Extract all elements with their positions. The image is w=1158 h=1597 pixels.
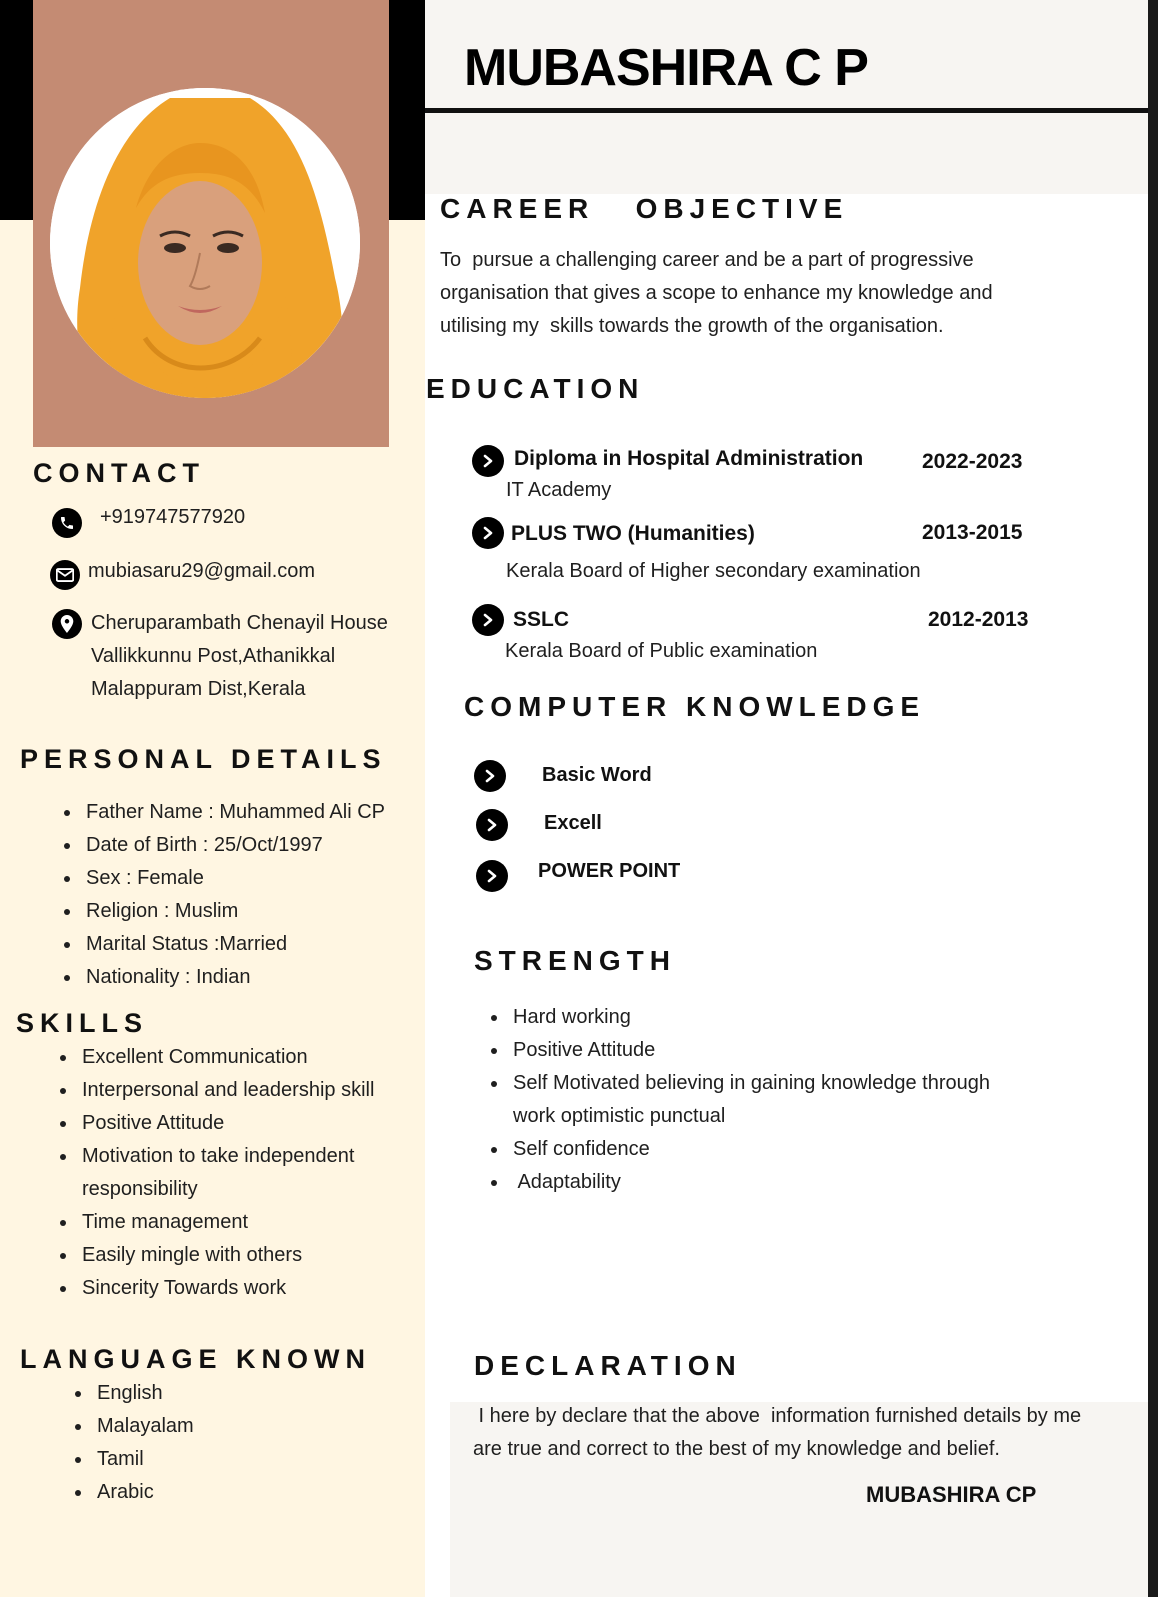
declaration-line: are true and correct to the best of my knowledge and belief.: [473, 1438, 1000, 1460]
objective-line: To pursue a challenging career and be a part of progressive: [440, 249, 974, 271]
education-year: 2022-2023: [922, 450, 1023, 473]
education-title: Diploma in Hospital Administration: [514, 447, 864, 470]
list-item: Hard working: [489, 1001, 990, 1034]
declaration-heading: DECLARATION: [474, 1350, 742, 1381]
computer-skill: POWER POINT: [538, 860, 681, 882]
strength-list: [489, 1001, 990, 1199]
computer-knowledge-heading: COMPUTER KNOWLEDGE: [464, 691, 926, 722]
page-title: MUBASHIRA C P: [464, 39, 868, 97]
list-item: Self Motivated believing in gaining knowledge through: [489, 1067, 990, 1100]
education-institution: IT Academy: [506, 479, 612, 501]
list-item: Sex : Female: [62, 862, 385, 895]
list-item: Religion : Muslim: [62, 895, 385, 928]
contact-address: [91, 607, 388, 706]
list-item: Adaptability: [489, 1166, 990, 1199]
education-year: 2013-2015: [922, 521, 1023, 544]
list-item: Marital Status :Married: [62, 928, 385, 961]
skills-heading: SKILLS: [16, 1008, 149, 1038]
declaration-text: [473, 1400, 1081, 1466]
objective-line: utilising my skills towards the growth of the organisation.: [440, 315, 944, 337]
education-institution: Kerala Board of Higher secondary examination: [506, 560, 921, 582]
personal-details-list: [62, 796, 385, 994]
chevron-right-circle-icon: [472, 445, 504, 477]
list-item: Date of Birth : 25/Oct/1997: [62, 829, 385, 862]
list-item: Father Name : Muhammed Ali CP: [62, 796, 385, 829]
education-title: SSLC: [513, 608, 570, 631]
chevron-right-circle-icon: [476, 860, 508, 892]
list-item: Interpersonal and leadership skill: [58, 1074, 374, 1107]
list-item: Excellent Communication: [58, 1041, 374, 1074]
list-item: Easily mingle with others: [58, 1239, 374, 1272]
contact-address-row: [52, 609, 388, 706]
contact-email[interactable]: mubiasaru29@gmail.com: [88, 560, 316, 582]
contact-phone[interactable]: +919747577920: [100, 506, 246, 528]
computer-skill: Excell: [544, 812, 602, 834]
skills-list: [58, 1041, 374, 1305]
personal-details-heading: PERSONAL DETAILS: [20, 744, 387, 774]
career-objective-text: [440, 244, 993, 343]
chevron-right-circle-icon: [474, 760, 506, 792]
computer-skill: Basic Word: [542, 764, 652, 786]
address-line: Vallikkunnu Post,Athanikkal: [91, 645, 336, 667]
list-item: Malayalam: [73, 1410, 194, 1443]
list-item: Motivation to take independent: [58, 1140, 374, 1173]
list-item-continued: responsibility: [82, 1178, 198, 1200]
strength-heading: STRENGTH: [474, 945, 676, 976]
list-item: Arabic: [73, 1476, 194, 1509]
list-item: Sincerity Towards work: [58, 1272, 374, 1305]
contact-email-row: [50, 560, 315, 590]
list-item: Positive Attitude: [489, 1034, 990, 1067]
portrait-illustration: [50, 88, 360, 398]
language-heading: LANGUAGE KNOWN: [20, 1344, 371, 1374]
list-item: Tamil: [73, 1443, 194, 1476]
objective-line: organisation that gives a scope to enhance my knowledge and: [440, 282, 993, 304]
education-heading: EDUCATION: [426, 373, 645, 404]
chevron-right-circle-icon: [472, 604, 504, 636]
education-institution: Kerala Board of Public examination: [505, 640, 818, 662]
phone-icon: [52, 508, 82, 538]
education-year: 2012-2013: [928, 608, 1029, 631]
envelope-icon: [50, 560, 80, 590]
location-pin-icon: [52, 609, 82, 639]
contact-heading: CONTACT: [33, 458, 205, 488]
address-line: Malappuram Dist,Kerala: [91, 678, 306, 700]
name-sub-band: [425, 113, 1148, 194]
career-objective-heading: CAREER OBJECTIVE: [440, 193, 849, 224]
address-line: Cheruparambath Chenayil House: [91, 612, 388, 634]
contact-phone-row: [52, 508, 245, 538]
list-item-continued: work optimistic punctual: [513, 1105, 726, 1127]
chevron-right-circle-icon: [472, 517, 504, 549]
list-item: English: [73, 1377, 194, 1410]
declaration-line: I here by declare that the above information furnished details by me: [473, 1405, 1082, 1427]
language-list: [73, 1377, 194, 1509]
list-item: Time management: [58, 1206, 374, 1239]
list-item: Positive Attitude: [58, 1107, 374, 1140]
list-item: Self confidence: [489, 1133, 990, 1166]
education-title: PLUS TWO (Humanities): [511, 522, 755, 545]
profile-photo: [50, 88, 360, 398]
chevron-right-circle-icon: [476, 809, 508, 841]
list-item: Nationality : Indian: [62, 961, 385, 994]
signature-name: MUBASHIRA CP: [866, 1482, 1037, 1507]
